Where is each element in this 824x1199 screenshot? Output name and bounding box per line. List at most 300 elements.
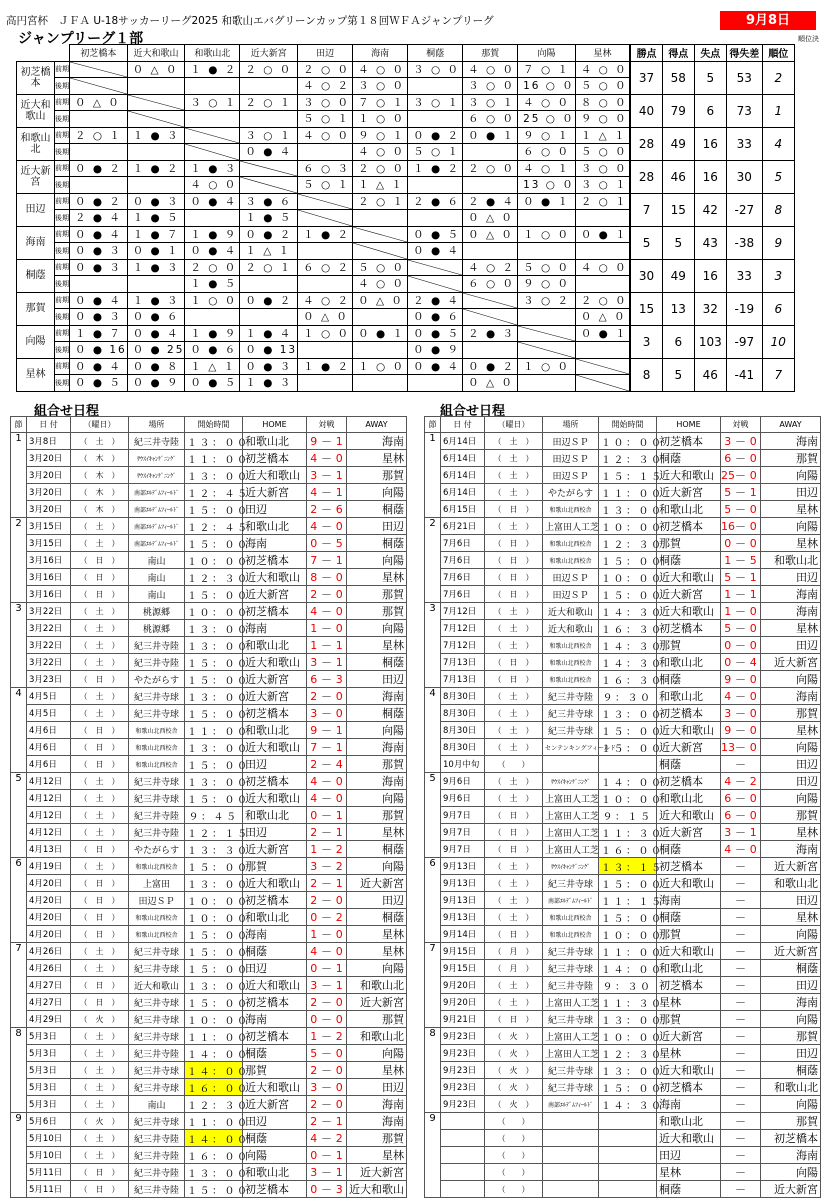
away-score [747,1079,761,1096]
match-venue: 紀三井寺球 [543,1011,599,1028]
result-cell: ８ ○ ０ [575,94,630,111]
away-team: 星林 [347,637,407,654]
match-weekday: （ 火 ） [485,1045,543,1062]
match-weekday: （ 土 ） [485,467,543,484]
schedule-header-7: AWAY [347,417,407,433]
home-score: 0 [721,535,735,552]
home-score: 2 [307,1096,321,1113]
match-venue: 和歌山北西校舎 [543,535,599,552]
result-cell [298,210,353,227]
away-score: 0 [747,739,761,756]
home-score: 4 [721,841,735,858]
home-team: 海南 [243,535,307,552]
result-cell: ３ ○ ０ [408,61,463,78]
result-cell: １ ● ５ [185,276,240,293]
match-time: １５：００ [185,1181,243,1198]
match-row [425,1096,821,1113]
match-venue: 紀三井寺陸 [129,1147,185,1164]
match-venue: 紀三井寺陸 [543,977,599,994]
score-dash: － [735,688,747,705]
match-date: 4月27日 [27,994,71,1011]
home-score [721,1062,735,1079]
match-weekday: （ 土 ） [485,977,543,994]
stat-goals-against: 46 [694,358,726,391]
match-venue: 紀三井寺陸 [129,637,185,654]
home-score: 5 [721,501,735,518]
home-team: 田辺 [243,960,307,977]
match-time: １６：３０ [599,620,657,637]
home-team: 和歌山北 [243,1164,307,1181]
match-weekday: （ 土 ） [71,1079,129,1096]
home-score: 1 [307,620,321,637]
home-score: 5 [307,1045,321,1062]
result-cell [575,276,630,293]
result-cell [298,144,353,161]
match-venue: やたがらす [543,484,599,501]
match-weekday: （ 土 ） [485,773,543,790]
result-cell: ０ ● ４ [185,193,240,210]
away-team: 那賀 [347,603,407,620]
score-dash: － [735,773,747,790]
match-row [425,790,821,807]
match-row [425,1181,821,1198]
away-score: 2 [747,773,761,790]
match-weekday: （ ） [485,1147,543,1164]
match-row [425,501,821,518]
match-date: 7月6日 [441,535,485,552]
away-score: 1 [333,977,347,994]
row-team-name: 桐蔭 [17,259,55,292]
result-cell: ３ ● ６ [240,193,298,210]
match-time: １３：００ [185,620,243,637]
away-score [747,875,761,892]
result-cell: ９ ○ １ [518,127,576,144]
match-weekday: （ 土 ） [485,484,543,501]
result-cell: ４ ○ ０ [575,259,630,276]
schedule-title-right: 組合せ日程 [440,404,506,419]
home-team: 近大新宮 [243,688,307,705]
match-time: １０：００ [599,518,657,535]
score-dash: － [735,960,747,977]
match-venue: やたがらす [129,841,185,858]
match-venue: 紀三井寺球 [543,943,599,960]
result-cell: １ ● ２ [298,358,353,375]
match-row [425,1062,821,1079]
result-cell: ２ ○ １ [575,193,630,210]
match-time: ９：３０ [599,977,657,994]
match-weekday: （ 土 ） [485,994,543,1011]
result-cell [298,193,353,210]
match-weekday: （ 土 ） [485,637,543,654]
match-row [11,1130,407,1147]
result-cell: ０ ● ３ [240,358,298,375]
match-weekday: （ 日 ） [485,654,543,671]
home-score: 13 [721,740,735,754]
result-cell: ５ ○ ０ [518,259,576,276]
away-score: 1 [747,484,761,501]
home-team: 桐蔭 [657,1181,721,1198]
home-team: 和歌山北 [243,807,307,824]
match-date [441,1113,485,1130]
match-weekday: （ 日 ） [485,824,543,841]
schedule-table-right [424,416,821,1198]
score-dash: － [735,790,747,807]
match-time: １０：００ [599,1028,657,1045]
match-weekday: （ 土 ） [485,433,543,450]
home-score: 3 [307,1164,321,1181]
away-team: 桐蔭 [347,501,407,518]
match-weekday: （ ） [485,1130,543,1147]
away-score [747,756,761,773]
match-time: １５：００ [185,926,243,943]
result-cell: ５ ○ ０ [353,259,408,276]
stat-points: 28 [630,160,662,193]
stat-goals-for: 13 [662,292,694,325]
match-time: １３：００ [185,773,243,790]
row-team-name: 海南 [17,226,55,259]
match-date: 9月13日 [441,875,485,892]
match-time: １３：３０ [185,841,243,858]
home-score: 2 [307,892,321,909]
result-cell: ６ ○ ０ [463,276,518,293]
score-dash: － [735,654,747,671]
match-time: １１：１５ [599,892,657,909]
home-team: 初芝橋本 [657,1079,721,1096]
match-weekday: （ 日 ） [71,552,129,569]
match-time: １２：４５ [185,484,243,501]
away-score: 0 [333,586,347,603]
result-cell: ７ ○ １ [353,94,408,111]
schedule-header-0: 節 [11,417,27,433]
home-team: 初芝橋本 [657,705,721,722]
result-cell: １ △ １ [575,127,630,144]
away-team: 向陽 [347,1045,407,1062]
match-time: １２：３０ [599,450,657,467]
match-weekday: （ 日 ） [71,875,129,892]
away-score: 0 [747,603,761,620]
match-row [11,773,407,790]
result-cell: ０ ● ２ [463,358,518,375]
match-weekday: （ 土 ） [71,1130,129,1147]
date-badge: 9月8日 [720,11,816,30]
away-team: 向陽 [761,671,821,688]
result-cell [353,243,408,260]
match-row [425,977,821,994]
match-date: 7月12日 [441,620,485,637]
home-score [721,1147,735,1164]
result-cell: ４ ○ ２ [463,259,518,276]
home-team: 向陽 [243,1147,307,1164]
match-time [599,1147,657,1164]
home-team: 和歌山北 [657,501,721,518]
round-number: 9 [11,1113,27,1198]
result-cell [240,160,298,177]
result-cell [240,78,298,95]
stat-rank: 2 [762,61,794,94]
home-score: 4 [307,1130,321,1147]
row-team-name: 向陽 [17,325,55,358]
match-date: 4月26日 [27,943,71,960]
match-time: １３：００ [599,1011,657,1028]
away-team: 海南 [761,994,821,1011]
match-time: １０：００ [185,552,243,569]
match-date: 6月15日 [441,501,485,518]
period-label: 後期 [55,342,70,359]
result-cell: ６ ○ ０ [463,111,518,128]
result-cell: ４ ○ ０ [463,61,518,78]
result-cell: １ ● ２ [185,61,240,78]
result-cell: ３ ○ ０ [353,78,408,95]
match-row [425,433,821,450]
match-time: １４：３０ [599,603,657,620]
stat-goal-diff: 33 [726,127,762,160]
match-row [425,1130,821,1147]
result-cell: ５ ○ ０ [575,78,630,95]
match-venue: 上富田人工芝 [543,807,599,824]
result-cell: ０ ● １ [575,325,630,342]
match-venue: 紀三井寺球 [543,1079,599,1096]
match-date: 9月15日 [441,943,485,960]
match-row [11,688,407,705]
match-date: 5月3日 [27,1079,71,1096]
home-team: 初芝橋本 [657,977,721,994]
away-team: 田辺 [347,518,407,535]
match-venue: 田辺ＳＰ [543,450,599,467]
match-date: 3月16日 [27,552,71,569]
result-cell [575,243,630,260]
match-row [11,603,407,620]
home-score [721,960,735,977]
away-score: 0 [333,1096,347,1113]
home-score: 5 [721,569,735,586]
result-cell: ０ △ ０ [575,309,630,326]
column-team-6: 桐蔭 [408,45,463,62]
match-weekday: （ ） [485,1113,543,1130]
match-row [11,926,407,943]
match-row [11,756,407,773]
home-team: 桐蔭 [657,909,721,926]
away-score: 0 [747,807,761,824]
result-cell: ４ ○ ２ [298,292,353,309]
result-cell: １ ○ ０ [518,358,576,375]
away-score: 3 [333,671,347,688]
home-score: 1 [307,637,321,654]
away-team: 田辺 [761,773,821,790]
schedule-header-1: 日 付 [441,417,485,433]
match-time: １５：１５ [599,467,657,484]
period-label: 前期 [55,259,70,276]
away-score: 0 [747,620,761,637]
home-score: 0 [307,960,321,977]
stat-points: 7 [630,193,662,226]
match-venue: 紀三井寺球 [129,994,185,1011]
score-dash: － [735,909,747,926]
result-cell [240,309,298,326]
match-date: 4月20日 [27,875,71,892]
home-team: 近大新宮 [657,1028,721,1045]
score-dash: － [735,1062,747,1079]
match-weekday: （ 土 ） [71,1045,129,1062]
match-date [441,1130,485,1147]
result-cell: ０ ● １ [518,193,576,210]
match-time: １６：００ [185,1079,243,1096]
match-time: １４：００ [185,1045,243,1062]
score-dash: － [321,705,333,722]
score-dash: － [735,756,747,773]
match-time: １５：００ [599,739,657,756]
result-cell [518,309,576,326]
match-time: ９：１５ [599,807,657,824]
match-time: １５：００ [185,654,243,671]
score-dash: － [735,1113,747,1130]
match-date: 4月12日 [27,773,71,790]
score-dash: － [321,1130,333,1147]
match-weekday: （ 火 ） [71,1011,129,1028]
result-cell: ４ ○ ０ [185,177,240,194]
match-venue: 紀三井寺球 [129,1079,185,1096]
match-row [425,807,821,824]
home-score [721,858,735,875]
home-team: 那賀 [657,637,721,654]
away-score: 4 [333,756,347,773]
score-dash: － [735,875,747,892]
match-venue: 和歌山北西校舎 [543,552,599,569]
home-team: 桐蔭 [657,756,721,773]
match-weekday: （ 日 ） [485,569,543,586]
match-date [441,1181,485,1198]
match-date: 5月10日 [27,1130,71,1147]
column-team-5: 海南 [353,45,408,62]
home-score: 2 [307,1113,321,1130]
score-dash: － [321,892,333,909]
away-team: 和歌山北 [347,977,407,994]
score-dash: － [321,637,333,654]
match-time: １４：００ [185,1062,243,1079]
result-cell: １ ● ３ [127,259,185,276]
away-team: 田辺 [347,671,407,688]
home-score [721,875,735,892]
stat-goals-for: 46 [662,160,694,193]
result-cell [408,259,463,276]
match-weekday: （ ） [485,1181,543,1198]
result-cell: １ ● ３ [240,375,298,392]
away-team: 星林 [347,450,407,467]
away-team: 星林 [347,1147,407,1164]
match-date: 4月19日 [27,858,71,875]
away-team: 田辺 [761,977,821,994]
match-venue: ｻｳｽｲｷｬﾝｹﾞﾆﾝｸﾞ [129,467,185,484]
match-venue: 上富田人工芝 [543,824,599,841]
result-cell: ２ ● ３ [463,325,518,342]
match-date: 5月10日 [27,1147,71,1164]
match-time: １０：００ [599,433,657,450]
match-venue: 田辺ＳＰ [129,892,185,909]
result-cell: １ ● ７ [70,325,128,342]
match-time: １１：００ [185,1028,243,1045]
home-score [721,994,735,1011]
match-time: １４：００ [599,773,657,790]
match-venue: 上富田人工芝 [543,518,599,535]
away-score: 0 [747,705,761,722]
away-score [747,1011,761,1028]
away-score: 1 [333,433,347,450]
match-date [441,1147,485,1164]
match-date: 3月20日 [27,450,71,467]
result-cell [127,144,185,161]
match-weekday: （ 土 ） [485,705,543,722]
match-weekday: （ 土 ） [485,875,543,892]
period-label: 後期 [55,177,70,194]
match-venue: 紀三井寺球 [543,722,599,739]
away-score: 1 [333,1164,347,1181]
home-team: 初芝橋本 [657,858,721,875]
match-weekday: （ 土 ） [71,654,129,671]
home-team: 和歌山北 [243,637,307,654]
away-team: 那賀 [347,1011,407,1028]
round-number: 3 [425,603,441,688]
stat-goal-diff: -38 [726,226,762,259]
match-row [425,467,821,484]
match-venue [543,1147,599,1164]
match-date: 3月22日 [27,654,71,671]
home-score [721,1079,735,1096]
match-time: １５：００ [599,909,657,926]
home-team: 初芝橋本 [243,603,307,620]
period-label: 前期 [55,61,70,78]
home-score [721,756,735,773]
away-score [747,926,761,943]
away-score: 0 [333,773,347,790]
match-weekday: （ 日 ） [71,926,129,943]
match-time: １３：００ [185,977,243,994]
score-dash: － [321,994,333,1011]
round-number: 1 [11,433,27,518]
match-weekday: （ 土 ） [71,705,129,722]
away-team: 海南 [761,586,821,603]
match-date: 3月22日 [27,620,71,637]
stat-rank: 4 [762,127,794,160]
score-dash: － [735,977,747,994]
match-venue: 上富田人工芝 [543,841,599,858]
home-score: 2 [307,875,321,892]
column-team-1: 近大和歌山 [127,45,185,62]
column-team-0: 初芝橋本 [70,45,128,62]
away-team: 星林 [761,501,821,518]
stat-goal-diff: 33 [726,259,762,292]
score-dash: － [321,1181,333,1198]
away-team: 田辺 [761,1045,821,1062]
away-team: 桐蔭 [347,535,407,552]
match-date: 4月27日 [27,977,71,994]
match-venue: 南部ｴﾙﾃﾞﾑﾌｨｰﾙﾄﾞ [543,892,599,909]
result-cell [408,210,463,227]
match-weekday: （ 日 ） [71,909,129,926]
schedule-header-2: （曜日） [485,417,543,433]
match-weekday: （ 土 ） [485,739,543,756]
result-cell [353,210,408,227]
match-weekday: （ 土 ） [71,824,129,841]
away-score: 1 [333,467,347,484]
away-team: 田辺 [347,892,407,909]
match-row [11,960,407,977]
home-team: 初芝橋本 [657,773,721,790]
schedule-table-left [10,416,407,1198]
result-cell: ０ ● １ [463,127,518,144]
home-team: 初芝橋本 [243,705,307,722]
match-time: １１：３０ [599,824,657,841]
result-cell: １ ○ ０ [185,292,240,309]
stat-goals-against: 16 [694,127,726,160]
